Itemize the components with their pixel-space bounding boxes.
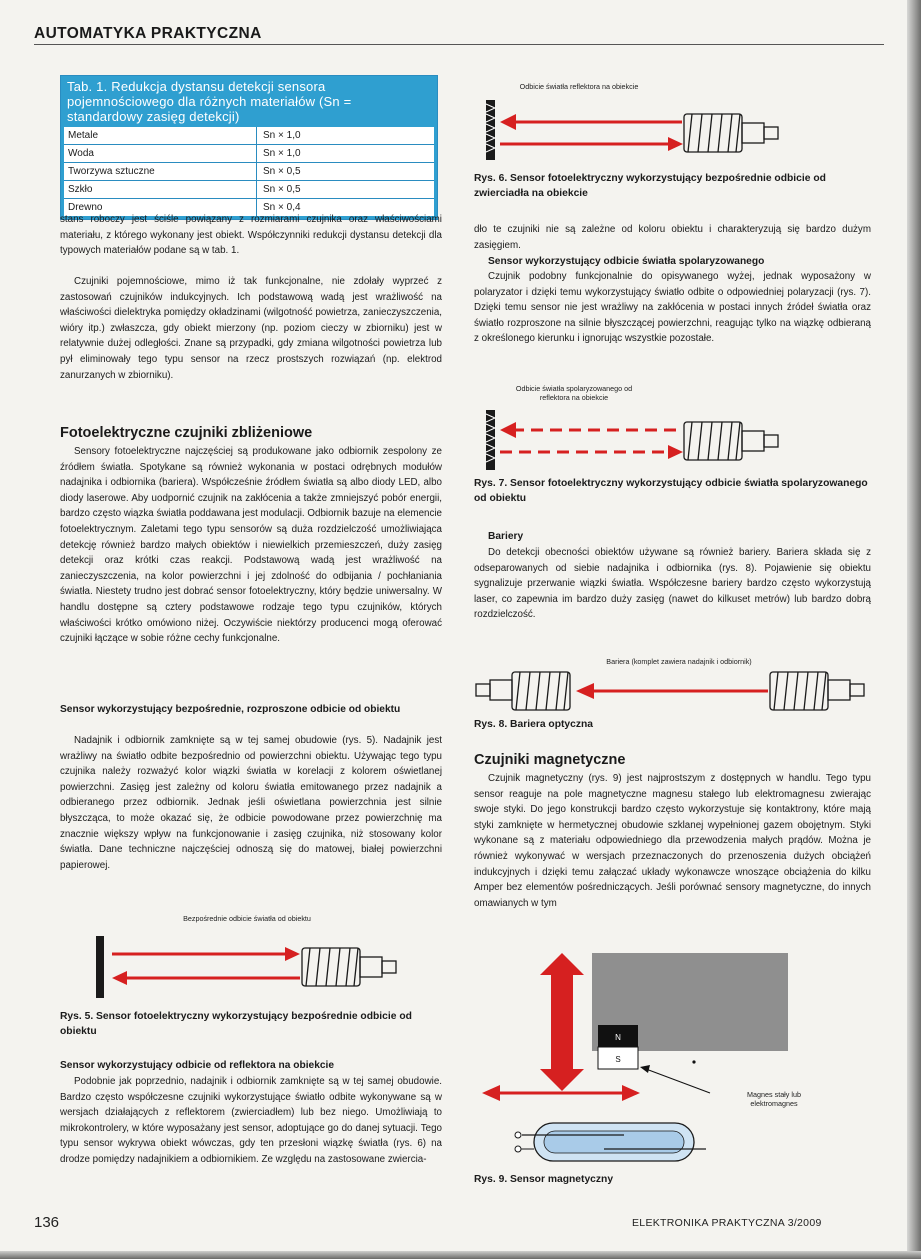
sensor-body-icon [684, 114, 778, 152]
table-row [64, 127, 434, 144]
figure-8-diagram [474, 670, 871, 716]
table-cell-value: Sn × 0,5 [263, 166, 301, 177]
figure-5-label: Bezpośrednie odbicie światła od obiektu [183, 914, 311, 923]
table-cell-material: Szkło [64, 181, 257, 198]
figure-6-label: Odbicie światła reflektora na obiekcie [519, 82, 639, 91]
target-object [96, 936, 104, 998]
header-rule [34, 44, 884, 45]
reed-switch-icon [515, 1123, 706, 1161]
paragraph-magnetic: Czujnik magnetyczny (rys. 9) jest najprostszym z dostępnych w handlu. Tego typu sensor reaguje na pole magnetyczne magnesu stałego lub elektromagnesu zwierając swoje styki. Do jego konstrukcji bardzo często wykorzystuje się kontaktrony, które mają styki zamknięte w hermetycznej obudowie szklanej wypełnionej gazem obojętnym. Styki wykonane są z materiału odpowiedniego dla przewodzenia małych prądów. Można je również wykonywać w wersjach przeznaczonych do przenoszenia dużych obciążeń indukcyjnych i dzięki temu załączać układy wykonawcze wnoszące obciążenia do kilku Amper bez elementów pośredniczących. Jeśli porównać sensory magnetyczne, do innych omawianych w tym [474, 773, 871, 909]
arrow-head-right [668, 137, 683, 151]
paragraph-direct-reflection: Nadajnik i odbiornik zamknięte są w tej samej obudowie (rys. 5). Nadajnik jest wrażliwy na światło odbite bezpośrednio od powierzchni obiektu. Używając tego typu czujnika należy rozważyć kolor wiązki światła w korelacji z kolorem oświetlanej powierzchni. Zasięg jest zależny od koloru światła emitowanego przez nadajnik a odbieranego przez odbiornik. Jednak jeśli oświetlana powierzchnia jest silnie błyszcząca, to może okazać się, że odbicie powodowane przez powierzchnię ma znacznie większy wpływ na funkcjonowanie i zasięg czujnika, niż stosowany kolor światła. Dane techniczne najczęściej odnoszą się do matowej, białej powierzchni papierowej. [60, 735, 442, 871]
magnet-pointer-line [646, 1069, 710, 1093]
paragraph-barriers: Do detekcji obecności obiektów używane są również bariery. Bariera składa się z odseparowanych od siebie nadajnika i odbiornika (rys. 8). Pojawienie się obiektu sygnalizuje przerwanie wiązki światła. Współczesne bariery bardzo często wykorzystują laser, co zapewnia im bardzo duży zasięg (nawet do kilkuset metrów) lub bardzo dobrą rozdzielczość. [474, 547, 871, 621]
table-cell-value: Sn × 1,0 [263, 148, 301, 159]
sensor-body-icon [302, 948, 396, 986]
paragraph-polarized: Czujnik podobny funkcjonalnie do opisywanego wyżej, jednak wyposażony w polaryzator i dzięki temu wykorzystujący światło odbite o odpowiedniej polaryzacji (rys. 7). Dzięki temu sensor nie jest wrażliwy na zakłócenia w postaci innych źródeł światła oraz światło rozproszone na silnie błyszczącej powierzchni, reagując tylko na wiązkę odbieraną z określonego kierunku i ignorując wszystkie pozostałe. [474, 271, 871, 345]
table-cell-material: Drewno [64, 199, 257, 216]
page-bottom-shadow [0, 1251, 921, 1259]
transmitter-body-icon [770, 672, 864, 710]
figure-8-label: Bariera (komplet zawiera nadajnik i odbiornik) [606, 657, 752, 666]
paragraph-mirror-range: dło te czujniki nie są zależne od koloru obiektu i charakteryzują się bardzo dużym zasięgiem. [474, 224, 871, 251]
arrow-head-left [500, 114, 516, 130]
figure-8-caption: Rys. 8. Bariera optyczna [474, 719, 594, 730]
subhead-reflector: Sensor wykorzystujący odbicie od reflektora na obiekcie [60, 1060, 335, 1071]
table-1 [60, 75, 438, 220]
paragraph-capacitive-range: stans roboczy jest ściśle powiązany z rozmiarami czujnika oraz właściwościami materiału, z którego wykonany jest obiekt. Współczynniki redukcji dystansu detekcji dla typowych materiałów podane są w tab. 1. [60, 214, 442, 257]
magnet-south-label: S [615, 1055, 621, 1064]
table-1-body [64, 127, 434, 216]
table-row [64, 180, 434, 198]
table-row [64, 144, 434, 162]
figure-7-caption: Rys. 7. Sensor fotoelektryczny wykorzystujący odbicie światła spolaryzowanego od obiektu [474, 478, 868, 504]
figure-7-label: Odbicie światła spolaryzowanego od reflektora na obiekcie [515, 384, 633, 402]
subhead-polarized: Sensor wykorzystujący odbicie światła spolaryzowanego [488, 256, 765, 267]
receiver-body-icon [476, 672, 570, 710]
running-head: AUTOMATYKA PRAKTYCZNA [34, 25, 262, 42]
figure-7-diagram [482, 410, 802, 472]
figure-5-diagram [90, 936, 410, 1000]
table-cell-value: Sn × 1,0 [263, 130, 301, 141]
table-1-title: Tab. 1. Redukcja dystansu detekcji sensora pojemnościowego dla różnych materiałów (Sn = standardowy zasięg detekcji) [67, 79, 352, 124]
figure-6-caption: Rys. 6. Sensor fotoelektryczny wykorzystujący bezpośrednie odbicie od zwierciadła na obiekcie [474, 173, 826, 199]
vertical-motion-arrow [540, 953, 584, 1091]
section-title-magnetic: Czujniki magnetyczne [474, 752, 626, 768]
page-edge-shadow [907, 0, 921, 1259]
arrow-head-left [500, 422, 516, 438]
magnet-north-label: N [615, 1033, 621, 1042]
paragraph-reflector: Podobnie jak poprzednio, nadajnik i odbiornik zamknięte są w tej samej obudowie. Bardzo często współczesne czujniki wykorzystujące światło odbite wykonywane są w wersjach działających z reflektorem (zwierciadłem) lub bez niego. Umożliwiają to mikrokontrolery, w które wyposażany jest sensor, adoptujące go do danej sytuacji. Tego typu sensor wykrywa obiekt wówczas, gdy ten przesłoni wiązkę światła (rys. 6) na drodze pomiędzy nadajnikiem a odbiornikiem. Ze względu na zastosowane zwiercia- [60, 1076, 442, 1165]
table-row [64, 162, 434, 180]
sensor-body-icon [684, 422, 778, 460]
table-cell-material: Tworzywa sztuczne [64, 163, 257, 180]
journal-footer: ELEKTRONIKA PRAKTYCZNA 3/2009 [632, 1217, 822, 1229]
paragraph-capacitive-drawbacks: Czujniki pojemnościowe, mimo iż tak funkcjonalne, nie zdołały wyprzeć z zastosowań czujników indukcyjnych. Ich podstawową wadą jest wrażliwość na właściwości dielektryka pomiędzy okładzinami (wilgotność powietrza, zanieczyszczenia, wióry itp.) zwłaszcza, gdy obiekt mierzony (np. poziom cieczy w zbiorniku) jest w relatywnie dużej odległości. Znane są przypadki, gdy zmiana wilgotności powietrza lub pył eliminowały tego typu sensor na rzecz prostszych rozwiązań (np. elektrod zanurzanych w zbiorniku). [60, 276, 442, 381]
table-cell-value: Sn × 0,5 [263, 184, 301, 195]
pointer-head [640, 1065, 650, 1073]
table-cell-material: Woda [64, 145, 257, 162]
arrow-head-left [576, 683, 594, 699]
figure-9-caption: Rys. 9. Sensor magnetyczny [474, 1174, 614, 1185]
page-number: 136 [34, 1214, 60, 1231]
figure-5-caption: Rys. 5. Sensor fotoelektryczny wykorzystujący bezpośrednie odbicie od obiektu [60, 1011, 412, 1037]
paragraph-photoelectric-intro: Sensory fotoelektryczne najczęściej są produkowane jako odbiornik zespolony ze źródłem światła. Spotykane są również wykonania w postaci odrębnych modułów nadajnika i odbiornika (bariera). Współcześnie źródłem światła są albo diody LED, albo diody laserowe. Aby uodpornić czujnik na zakłócenia a także zmniejszyć pobór energii, bardzo często wiązka światła poddawana jest modulacji. Odbiornik bazuje na elemencie fotoelektrycznym. Zaletami tego typu sensorów są duża rozdzielczość umożliwiająca detekcję również bardzo małych obiektów i niewielkich przemieszczeń, duży zasięg detekcji oraz krótki czas reakcji. Podstawową wadą jest wrażliwość na zanieczyszczenia, na kolor powierzchni i jej zdolność do odbijania / pochłaniania światła. Niestety trudno jest dobrać sensor fotoelektryczny, który będzie uniwersalny. W handlu dostępne są cztery podstawowe rodzaje tego typu czujników, których właściwości krótko omówiono niżej. Oczywiście niektórzy producenci mogą oferować czujniki łączące w sobie różne cechy funkcjonalne. [60, 446, 442, 645]
table-cell-value: Sn × 0,4 [263, 202, 301, 213]
section-title-photoelectric: Fotoelektryczne czujniki zbliżeniowe [60, 425, 313, 441]
figure-9-diagram [474, 953, 871, 1168]
arrow-head-right [668, 445, 683, 459]
arrow-head-right [285, 947, 300, 961]
subhead-barriers: Bariery [488, 531, 524, 542]
figure-9-label: Magnes stały lub elektromagnes [747, 1090, 801, 1108]
arrow-head-left [112, 971, 127, 985]
subhead-direct-reflection: Sensor wykorzystujący bezpośrednie, rozproszone odbicie od obiektu [60, 704, 401, 715]
figure-6-diagram [482, 100, 802, 162]
table-cell-material: Metale [64, 127, 257, 144]
